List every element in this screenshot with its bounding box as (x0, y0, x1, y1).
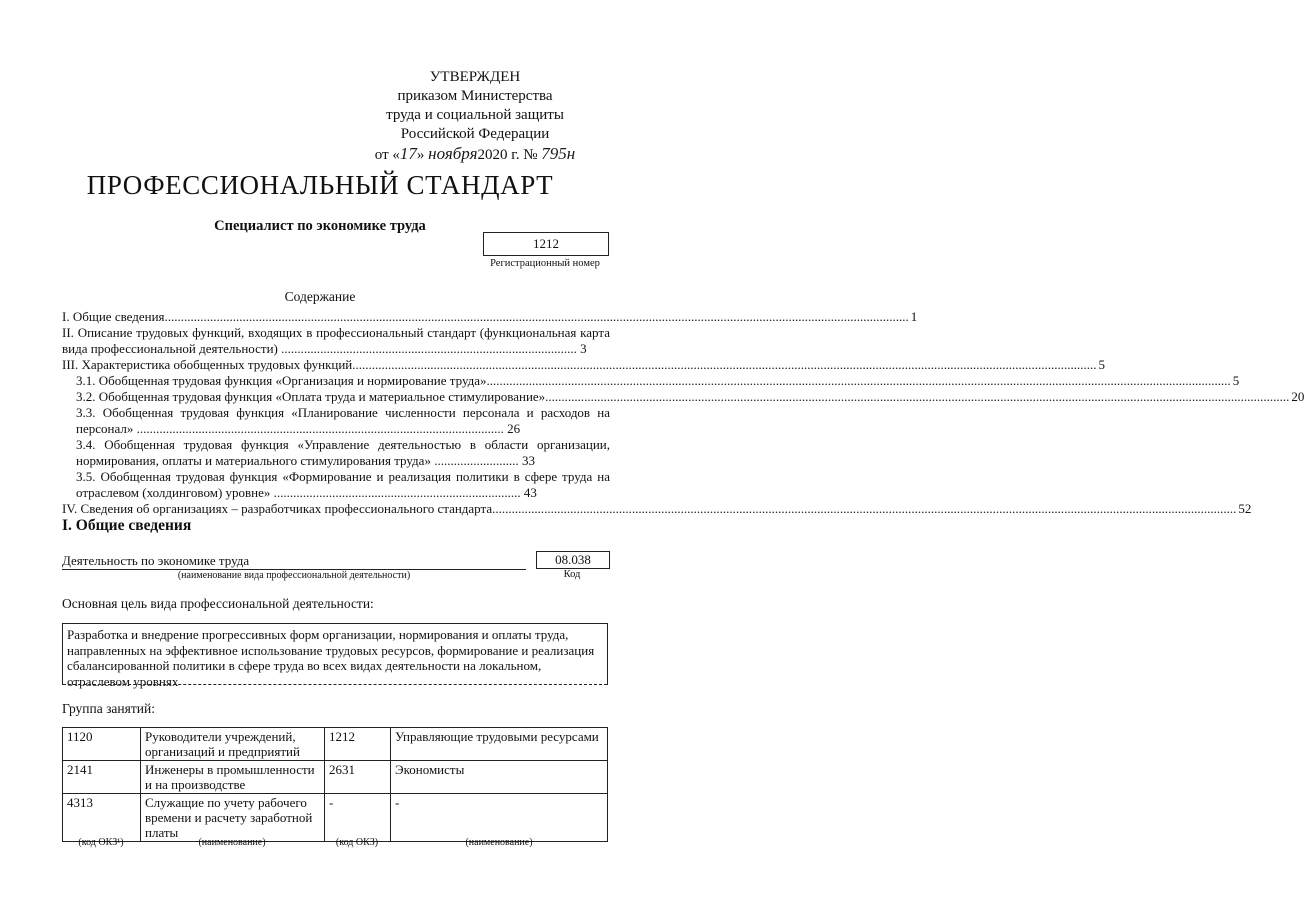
table-row (63, 794, 608, 842)
groups-caption-name: (наименование) (198, 837, 266, 848)
code-caption: Код (563, 569, 581, 580)
okz-code: 2631 (325, 761, 391, 794)
approval-order-text: приказом Министерства (397, 88, 553, 104)
okz-code: 1212 (325, 728, 391, 761)
groups-caption-code: (код ОКЗ¹) (78, 837, 124, 848)
toc-item[interactable]: IV. Сведения об организациях – разработчиках профессионального стандарта ..... 52 (62, 501, 610, 517)
toc-item[interactable]: 3.2. Обобщенная трудовая функция «Оплата труда и материальное стимулирование» ..... 20 (62, 389, 610, 405)
toc-item[interactable]: II. Описание трудовых функций, входящих в профессиональный стандарт (функциональная карта вида профессиональной деятельности) ........................................................................................... 3 (62, 325, 610, 356)
toc-heading: Содержание (284, 289, 356, 304)
table-of-contents (62, 309, 1304, 517)
groups-caption-code: (код ОКЗ) (335, 837, 379, 848)
order-number: 795н (541, 144, 576, 163)
approval-country-text: Российской Федерации (400, 126, 550, 142)
order-day: 17 (399, 144, 417, 163)
table-row (63, 728, 608, 761)
occupation-groups-table (62, 727, 608, 842)
registration-number: 1212 (483, 232, 609, 256)
occupation-name: Служащие по учету рабочего времени и расчету заработной платы (141, 794, 325, 842)
occupation-name: Экономисты (391, 761, 608, 794)
activity-caption: (наименование вида профессиональной деятельности) (177, 570, 411, 581)
activity-code: 08.038 (536, 551, 610, 569)
activity-name: Деятельность по экономике труда (62, 553, 526, 570)
okz-code: 4313 (63, 794, 141, 842)
occupation-name: Управляющие трудовыми ресурсами (391, 728, 608, 761)
table-row (63, 761, 608, 794)
document-title: ПРОФЕССИОНАЛЬНЫЙ СТАНДАРТ (86, 170, 554, 200)
occupation-name: Инженеры в промышленности и на производстве (141, 761, 325, 794)
toc-item[interactable]: 3.5. Обобщенная трудовая функция «Формирование и реализация политики в сфере труда на отраслевом (холдинговом) уровне» ............................................................................ 43 (76, 469, 610, 500)
toc-item[interactable]: 3.4. Обобщенная трудовая функция «Управление деятельностью в области организации, нормирования, оплаты и материального стимулирования труда» .......................... 33 (76, 437, 610, 468)
toc-item[interactable]: 3.3. Обобщенная трудовая функция «Планирование численности персонала и расходов на персонал» ................................................................................................................. 26 (76, 405, 610, 436)
registration-label: Регистрационный номер (490, 258, 600, 269)
goal-label: Основная цель вида профессиональной деятельности: (62, 596, 374, 611)
toc-item[interactable]: 3.1. Обобщенная трудовая функция «Организация и нормирование труда» ..... 5 (62, 373, 610, 389)
groups-caption-name: (наименование) (465, 837, 533, 848)
toc-item[interactable]: III. Характеристика обобщенных трудовых функций ..... 5 (62, 357, 610, 373)
occupation-name: Руководители учреждений, организаций и предприятий (141, 728, 325, 761)
goal-text: Разработка и внедрение прогрессивных форм организации, нормирования и оплаты труда, направленных на эффективное использование трудовых ресурсов, формирование и реализация сбалансированной политики в сфере труда во всех видах деятельности на локальном, отраслевом уровнях (62, 623, 608, 685)
okz-code: 1120 (63, 728, 141, 761)
standard-name: Специалист по экономике труда (214, 218, 426, 234)
groups-label: Группа занятий: (62, 701, 155, 716)
okz-code: - (325, 794, 391, 842)
approval-heading: УТВЕРЖДЕН (429, 69, 521, 85)
approval-ministry-text: труда и социальной защиты (386, 107, 564, 123)
occupation-name: - (391, 794, 608, 842)
approval-order-date: от «17» ноября2020 г. № 795н (374, 144, 576, 163)
section-heading: I. Общие сведения (62, 517, 192, 534)
order-month: ноября (428, 144, 478, 163)
approval-block (330, 68, 620, 165)
okz-code: 2141 (63, 761, 141, 794)
toc-item[interactable]: I. Общие сведения ..... 1 (62, 309, 610, 325)
